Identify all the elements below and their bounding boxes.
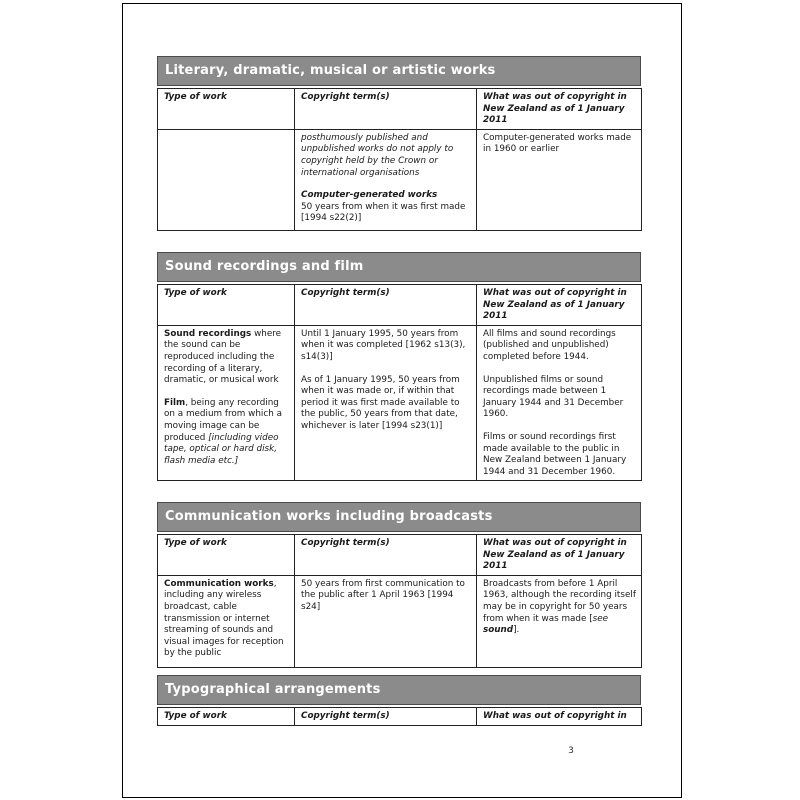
cell-type-of-work bbox=[158, 325, 295, 481]
text-span: All films and sound recordings (published and unpublished) completed before 1944. bbox=[483, 328, 616, 362]
cell-type-of-work bbox=[158, 129, 295, 230]
paragraph bbox=[301, 133, 471, 179]
text-span: Until 1 January 1995, 50 years from when it was completed [1962 s13(3), s14(3)] bbox=[301, 328, 466, 362]
text-span: As of 1 January 1995, 50 years from when it was made or, if within that period it was first made available to the public, 50 years from that date, whichever is later [1994 s23(1)] bbox=[301, 374, 460, 431]
paragraph bbox=[301, 202, 471, 225]
column-header-type-of-work: Type of work bbox=[158, 285, 295, 326]
text-span: Films or sound recordings first made available to the public in New Zealand between 1 January 1944 and 31 December 1960. bbox=[483, 431, 627, 477]
text-span: Computer-generated works bbox=[301, 190, 438, 201]
cell-copyright-terms bbox=[295, 575, 477, 667]
paragraph bbox=[483, 375, 636, 421]
column-header-out-of-copyright: What was out of copyright in New Zealand as of 1 January 2011 bbox=[477, 89, 642, 130]
section-title-literary: Literary, dramatic, musical or artistic works bbox=[157, 56, 641, 86]
text-span: Communication works bbox=[164, 578, 274, 589]
section-literary-works bbox=[157, 56, 641, 231]
table-header-row bbox=[158, 708, 642, 726]
column-header-type-of-work: Type of work bbox=[158, 535, 295, 576]
paragraph bbox=[164, 329, 289, 387]
column-header-type-of-work: Type of work bbox=[158, 89, 295, 130]
table-communication-works bbox=[157, 534, 642, 668]
paragraph bbox=[483, 579, 636, 637]
text-span: 50 years from when it was first made [1994 s22(2)] bbox=[301, 201, 466, 224]
paragraph bbox=[164, 398, 289, 468]
section-title-communication: Communication works including broadcasts bbox=[157, 502, 641, 532]
paragraph bbox=[483, 432, 636, 478]
text-span: 50 years from first communication to the public after 1 April 1963 [1994 s24] bbox=[301, 578, 465, 612]
text-span: Film bbox=[164, 397, 186, 408]
page-number: 3 bbox=[568, 746, 574, 756]
table-header-row bbox=[158, 89, 642, 130]
paragraph bbox=[301, 190, 471, 202]
section-title-sound-film: Sound recordings and film bbox=[157, 252, 641, 282]
cell-type-of-work bbox=[158, 575, 295, 667]
cell-copyright-terms bbox=[295, 129, 477, 230]
column-header-copyright-terms: Copyright term(s) bbox=[295, 535, 477, 576]
text-span: Unpublished films or sound recordings made between 1 January 1944 and 31 December 1960. bbox=[483, 374, 624, 420]
text-span: posthumously published and unpublished works do not apply to copyright held by the Crown or international organisations bbox=[301, 132, 454, 178]
text-span: Computer-generated works made in 1960 or earlier bbox=[483, 132, 632, 155]
paragraph bbox=[483, 329, 636, 364]
text-span: Sound recordings bbox=[164, 328, 252, 339]
column-header-out-of-copyright: What was out of copyright in New Zealand as of 1 January 2011 bbox=[477, 285, 642, 326]
paragraph bbox=[301, 579, 471, 614]
paragraph bbox=[164, 579, 289, 660]
table-sound-recordings-film bbox=[157, 284, 642, 481]
table-literary-works bbox=[157, 88, 642, 231]
section-communication-works bbox=[157, 502, 641, 668]
table-typographical-arrangements bbox=[157, 707, 642, 726]
text-span: ]. bbox=[513, 625, 520, 636]
table-header-row bbox=[158, 285, 642, 326]
cell-out-of-copyright bbox=[477, 325, 642, 481]
section-typographical-arrangements bbox=[157, 675, 641, 726]
paragraph bbox=[301, 375, 471, 433]
column-header-out-of-copyright: What was out of copyright in New Zealand as of 1 January 2011 bbox=[477, 535, 642, 576]
section-title-typographical: Typographical arrangements bbox=[157, 675, 641, 705]
table-row bbox=[158, 325, 642, 481]
table-row bbox=[158, 129, 642, 230]
text-span: Broadcasts from before 1 April 1963, although the recording itself may be in copyright for 50 years from when it was made [ bbox=[483, 578, 636, 624]
cell-out-of-copyright bbox=[477, 129, 642, 230]
column-header-out-of-copyright: What was out of copyright in bbox=[477, 708, 642, 726]
text-span: sound bbox=[483, 625, 514, 636]
cell-out-of-copyright bbox=[477, 575, 642, 667]
paragraph bbox=[301, 329, 471, 364]
column-header-copyright-terms: Copyright term(s) bbox=[295, 89, 477, 130]
column-header-copyright-terms: Copyright term(s) bbox=[295, 708, 477, 726]
paragraph bbox=[483, 133, 636, 156]
column-header-copyright-terms: Copyright term(s) bbox=[295, 285, 477, 326]
cell-copyright-terms bbox=[295, 325, 477, 481]
text-span: see bbox=[592, 613, 609, 624]
text-span: where the sound can be reproduced including the recording of a literary, dramatic, or musical work bbox=[164, 328, 282, 386]
table-row bbox=[158, 575, 642, 667]
text-span: , including any wireless broadcast, cable transmission or internet streaming of sounds and visual images for reception by the public bbox=[164, 578, 284, 659]
document-page bbox=[122, 3, 682, 798]
section-sound-recordings-film bbox=[157, 252, 641, 481]
text-span: [including video tape, optical or hard disk, flash media etc.] bbox=[164, 432, 279, 466]
text-span: , being any recording on a medium from which a moving image can be produced bbox=[164, 397, 282, 443]
table-header-row bbox=[158, 535, 642, 576]
column-header-type-of-work: Type of work bbox=[158, 708, 295, 726]
